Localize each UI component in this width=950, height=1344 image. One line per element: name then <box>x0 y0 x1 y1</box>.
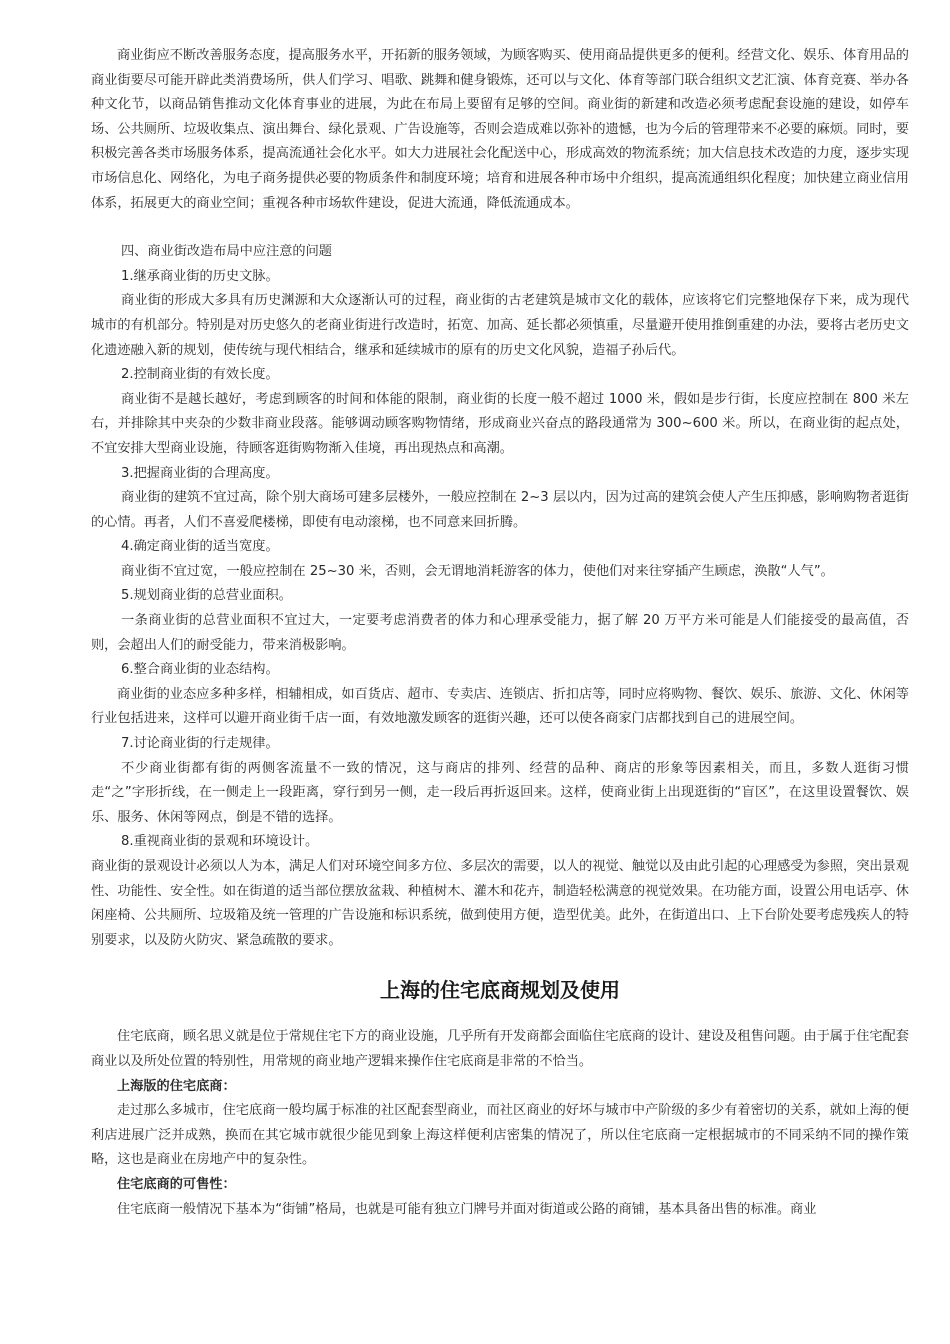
item-body-5: 一条商业街的总营业面积不宜过大，一定要考虑消费者的体力和心理承受能力，据了解 20 万平方米可能是人们能接受的最高值，否则，会超出人们的耐受能力，带来消极影响。 <box>91 613 909 653</box>
paragraph-shanghai: 走过那么多城市，住宅底商一般均属于标准的社区配套型商业，而社区商业的好坏与城市中产阶级的多少有着密切的关系，就如上海的便利店进展广泛并成熟，换而在其它城市就很少能见到象上海这样便利店密集的情况了，所以住宅底商一定根据城市的不同采纳不同的操作策略，这也是商业在房地产中的复杂性。 <box>91 1103 909 1168</box>
item-body-2: 商业街不是越长越好，考虑到顾客的时间和体能的限制，商业街的长度一般不超过 1000 米，假如是步行街，长度应控制在 800 米左右，并排除其中夹杂的少数非商业段落。能够调动顾客购物情绪，形成商业兴奋点的路段通常为 300~600 米。所以，在商业街的起点处，不宜安排大型商业设施，待顾客逛街购物渐入佳境，再出现热点和高潮。 <box>91 391 909 456</box>
item-title-7: 7.讨论商业街的行走规律。 <box>121 736 279 752</box>
item-title-4: 4.确定商业街的适当宽度。 <box>121 539 279 555</box>
item-body-7: 不少商业街都有街的两侧客流量不一致的情况，这与商店的排列、经营的品种、商店的形象等因素相关，而且，多数人逛街习惯走“之”字形折线，在一侧走上一段距离，穿行到另一侧，走一段后再折返回来。这样，使商业街上出现逛街的“盲区”，在这里设置餐饮、娱乐、服务、休闲等网点，倒是不错的选择。 <box>91 760 909 825</box>
section-heading: 四、商业街改造布局中应注意的问题 <box>121 244 332 260</box>
subheading-saleability: 住宅底商的可售性： <box>117 1176 236 1192</box>
item-title-3: 3.把握商业街的合理高度。 <box>121 465 279 481</box>
paragraph-saleability: 住宅底商一般情况下基本为“街铺”格局，也就是可能有独立门牌号并面对街道或公路的商铺，基本具备出售的标准。商业 <box>117 1201 817 1217</box>
item-title-5: 5.规划商业街的总营业面积。 <box>121 588 292 604</box>
item-title-8: 8.重视商业街的景观和环境设计。 <box>121 834 319 850</box>
item-body-4: 商业街不宜过宽，一般应控制在 25~30 米，否则，会无谓地消耗游客的体力，使他们对来往穿插产生顾虑，涣散“人气”。 <box>121 563 834 579</box>
article-title: 上海的住宅底商规划及使用 <box>380 978 620 1003</box>
item-body-8: 商业街的景观设计必须以人为本，满足人们对环境空间多方位、多层次的需要，以人的视觉、触觉以及由此引起的心理感受为参照，突出景观性、功能性、安全性。如在街道的适当部位摆放盆栽、种植树木、灌木和花卉，制造轻松满意的视觉效果。在功能方面，设置公用电话亭、休闲座椅、公共厕所、垃圾箱及统一管理的广告设施和标识系统，做到使用方便，造型优美。此外，在街道出口、上下台阶处要考虑残疾人的特别要求，以及防火防灾、紧急疏散的要求。 <box>91 859 909 948</box>
item-body-1: 商业街的形成大多具有历史渊源和大众逐渐认可的过程，商业街的古老建筑是城市文化的载体，应该将它们完整地保存下来，成为现代城市的有机部分。特别是对历史悠久的老商业街进行改造时，拓宽、加高、延长都必须慎重，尽量避开使用推倒重建的办法，要将古老历史文化遗迹融入新的规划，使传统与现代相结合，继承和延续城市的原有的历史文化风貌，造福子孙后代。 <box>91 293 909 358</box>
spacer <box>91 216 909 240</box>
paragraph-intro: 商业街应不断改善服务态度，提高服务水平，开拓新的服务领域，为顾客购买、使用商品提供更多的便利。经营文化、娱乐、体育用品的商业街要尽可能开辟此类消费场所，供人们学习、唱歌、跳舞和健身锻炼，还可以与文化、体育等部门联合组织文艺汇演、体育竞赛、举办各种文化节，以商品销售推动文化体育事业的进展，为此在布局上要留有足够的空间。商业街的新建和改造必须考虑配套设施的建设，如停车场、公共厕所、垃圾收集点、演出舞台、绿化景观、广告设施等，否则会造成难以弥补的遗憾，也为今后的管理带来不必要的麻烦。同时，要积极完善各类市场服务体系，提高流通社会化水平。如大力进展社会化配送中心，形成高效的物流系统；加大信息技术改造的力度，逐步实现市场信息化、网络化，为电子商务提供必要的物质条件和制度环境；培育和进展各种市场中介组织，提高流通组织化程度；加快建立商业信用体系，拓展更大的商业空间；重视各种市场软件建设，促进大流通，降低流通成本。 <box>91 48 909 211</box>
subheading-shanghai: 上海版的住宅底商： <box>117 1078 236 1094</box>
item-title-2: 2.控制商业街的有效长度。 <box>121 367 279 383</box>
document-page <box>91 44 909 1222</box>
item-title-6: 6.整合商业街的业态结构。 <box>121 662 279 678</box>
item-body-6: 商业街的业态应多种多样，相辅相成，如百货店、超市、专卖店、连锁店、折扣店等，同时应将购物、餐饮、娱乐、旅游、文化、休闲等行业包括进来，这样可以避开商业街千店一面，有效地激发顾客的逛街兴趣，还可以使各商家门店都找到自己的进展空间。 <box>91 686 909 727</box>
item-body-3: 商业街的建筑不宜过高，除个别大商场可建多层楼外，一般应控制在 2~3 层以内，因为过高的建筑会使人产生压抑感，影响购物者逛街的心情。再者，人们不喜爱爬楼梯，即使有电动滚梯，也不同意来回折腾。 <box>91 490 909 530</box>
paragraph-residential-intro: 住宅底商，顾名思义就是位于常规住宅下方的商业设施，几乎所有开发商都会面临住宅底商的设计、建设及租售问题。由于属于住宅配套商业以及所处位置的特别性，用常规的商业地产逻辑来操作住宅底商是非常的不恰当。 <box>91 1029 909 1069</box>
item-title-1: 1.继承商业街的历史文脉。 <box>121 268 279 284</box>
